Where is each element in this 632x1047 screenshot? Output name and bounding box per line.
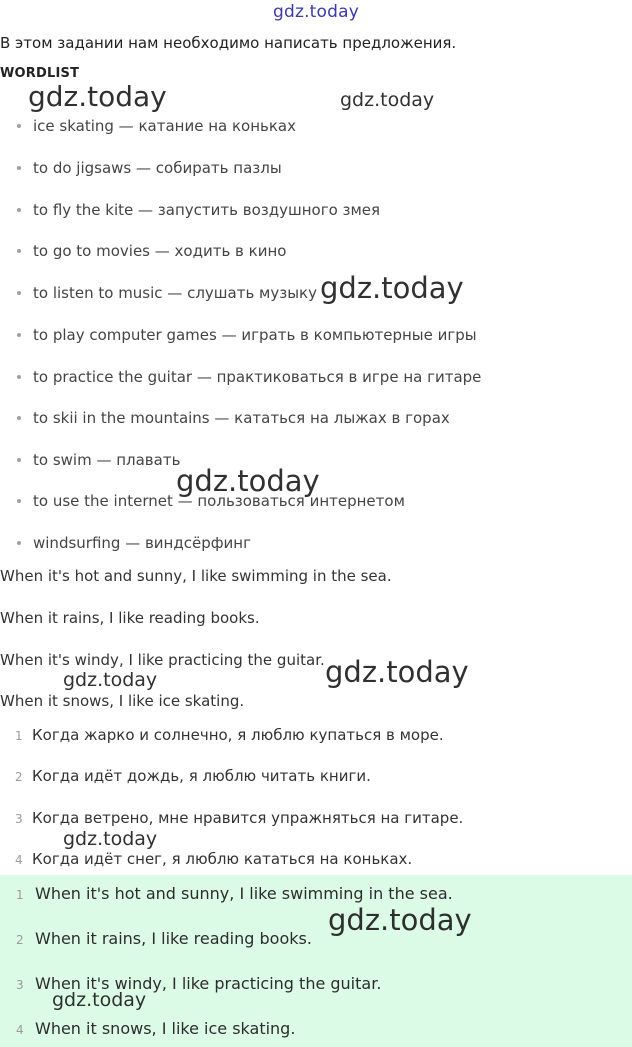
bullet-icon [17,291,21,295]
translation-item: 1 Когда жарко и солнечно, я люблю купаться в море. [15,726,444,744]
bullet-icon [17,416,21,420]
english-sentence: When it's hot and sunny, I like swimming in the sea. [0,567,392,585]
item-number: 1 [16,888,24,902]
bullet-icon [17,458,21,462]
translation-item: 2 Когда идёт дождь, я люблю читать книги. [15,767,371,785]
wordlist-item: to do jigsaws — собирать пазлы [17,159,282,177]
wordlist-item: to practice the guitar — практиковаться в игре на гитаре [17,368,481,386]
wordlist-item: windsurfing — виндсёрфинг [17,534,251,552]
watermark: gdz.today [340,89,435,111]
wordlist-item: to swim — плавать [17,451,180,469]
answer-item: 1 When it's hot and sunny, I like swimming in the sea. [16,884,453,903]
bullet-icon [17,333,21,337]
item-number: 3 [15,812,23,826]
bullet-icon [17,541,21,545]
wordlist-item: to fly the kite — запустить воздушного змея [17,201,380,219]
bullet-icon [17,375,21,379]
task-intro: В этом задании нам необходимо написать предложения. [0,34,457,52]
item-number: 3 [16,978,24,992]
item-number: 2 [16,933,24,947]
english-sentence: When it snows, I like ice skating. [0,692,245,710]
bullet-icon [17,249,21,253]
item-number: 2 [15,770,23,784]
english-sentence: When it rains, I like reading books. [0,609,260,627]
answer-item: 3 When it's windy, I like practicing the guitar. [16,974,382,993]
watermark: gdz.today [52,989,147,1011]
watermark: gdz.today [28,80,167,113]
item-number: 1 [15,729,23,743]
watermark: gdz.today [176,464,320,498]
bullet-icon [17,124,21,128]
watermark: gdz.today [63,828,158,850]
wordlist-heading: WORDLIST [0,66,80,81]
translation-item: 3 Когда ветрено, мне нравится упражняться на гитаре. [15,809,464,827]
item-number: 4 [16,1023,24,1037]
site-title[interactable]: gdz.today [272,2,360,22]
watermark: gdz.today [325,655,469,689]
bullet-icon [17,499,21,503]
bullet-icon [17,166,21,170]
wordlist-item: to skii in the mountains — кататься на лыжах в горах [17,409,450,427]
answer-item: 4 When it snows, I like ice skating. [16,1019,296,1038]
watermark: gdz.today [328,903,472,937]
english-sentence: When it's windy, I like practicing the guitar. [0,651,325,669]
wordlist-item: to play computer games — играть в компьютерные игры [17,326,477,344]
wordlist-item: ice skating — катание на коньках [17,117,296,135]
watermark: gdz.today [320,271,464,305]
bullet-icon [17,208,21,212]
translation-item: 4 Когда идёт снег, я люблю кататься на коньках. [15,850,413,868]
wordlist-item: to use the internet — пользоваться интернетом [17,492,405,510]
item-number: 4 [15,853,23,867]
watermark: gdz.today [63,669,158,691]
answer-item: 2 When it rains, I like reading books. [16,929,312,948]
wordlist-item: to go to movies — ходить в кино [17,242,286,260]
wordlist-item: to listen to music — слушать музыку [17,284,317,302]
